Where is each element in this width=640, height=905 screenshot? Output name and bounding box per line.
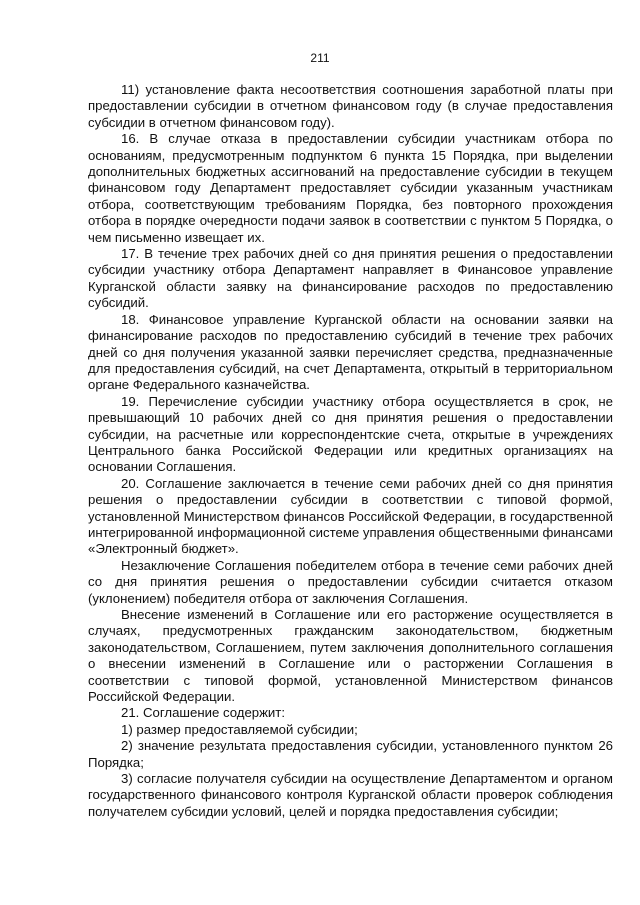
paragraph-20-non-conclusion: Незаключение Соглашения победителем отбора в течение семи рабочих дней со дня принятия решения о предоставлении субсидии считается отказом (уклонением) победителя отбора от заключения Соглашения. [88, 557, 613, 606]
paragraph-item-11: 11) установление факта несоответствия соотношения заработной платы при предоставлении субсидии в отчетном финансовом году (в случае предоставления субсидии в отчетном финансовом году). [88, 82, 613, 130]
paragraph-17: 17. В течение трех рабочих дней со дня принятия решения о предоставлении субсидии участнику отбора Департамент направляет в Финансовое управление Курганской области заявку на финансирование расходов по предоставлению субсидий. [88, 246, 613, 311]
paragraph-16: 16. В случае отказа в предоставлении субсидии участникам отбора по основаниям, предусмотренным подпунктом 6 пункта 15 Порядка, при выделении дополнительных бюджетных ассигнований на предоставление субсидии в текущем финансовом году Департамент предоставляет субсидии указанным участникам отбора, соответствующим требованиям Порядка, без повторного прохождения отбора в порядке очередности подачи заявок в соответствии с пунктом 5 Порядка, о чем письменно извещает их. [88, 131, 613, 245]
paragraph-18: 18. Финансовое управление Курганской области на основании заявки на финансирование расходов по предоставлению субсидий в течение трех рабочих дней со дня получения указанной заявки перечисляет средства, предназначенные для предоставления субсидий, на счет Департамента, открытый в территориальном органе Федерального казначейства. [88, 311, 613, 393]
paragraph-21-item-3: 3) согласие получателя субсидии на осуществление Департаментом и органом государственного финансового контроля Курганской области проверок соблюдения получателем субсидии условий, целей и порядка предоставления субсидии; [88, 771, 613, 819]
page-number: 211 [310, 51, 330, 65]
paragraph-20: 20. Соглашение заключается в течение семи рабочих дней со дня принятия решения о предоставлении субсидии в соответствии с типовой формой, установленной Министерством финансов Российской Федерации, в государственной интегрированной информационной системе управления общественными финансами «Электронный бюджет». [88, 475, 613, 557]
paragraph-21: 21. Соглашение содержит: [121, 705, 286, 721]
document-body [88, 82, 613, 820]
paragraph-19: 19. Перечисление субсидии участнику отбора осуществляется в срок, не превышающий 10 рабочих дней со дня принятия решения о предоставлении субсидии, на расчетные или корреспондентские счета, открытые в учреждениях Центрального банка Российской Федерации или кредитных организациях на основании Соглашения. [88, 393, 613, 475]
paragraph-20-amendments: Внесение изменений в Соглашение или его расторжение осуществляется в случаях, предусмотренных гражданским законодательством, бюджетным законодательством, Соглашением, путем заключения дополнительного соглашения о внесении изменений в Соглашение или о расторжении Соглашения в соответствии с типовой формой, установленной Министерством финансов Российской Федерации. [88, 607, 613, 705]
paragraph-21-item-2: 2) значение результата предоставления субсидии, установленного пунктом 26 Порядка; [88, 738, 613, 770]
paragraph-21-item-1: 1) размер предоставляемой субсидии; [121, 721, 358, 737]
